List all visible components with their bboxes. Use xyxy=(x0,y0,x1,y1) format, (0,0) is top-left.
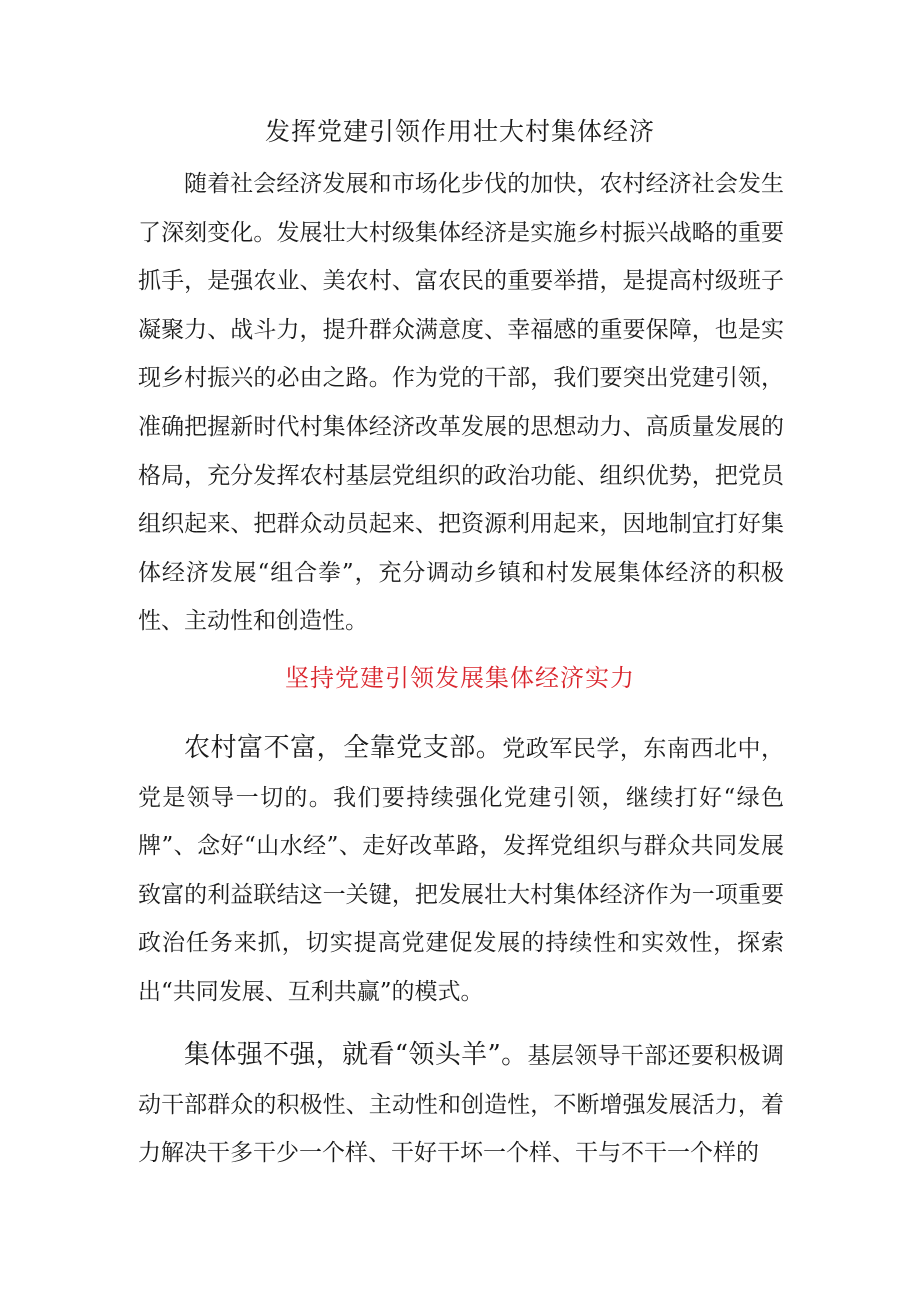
section-heading: 坚持党建引领发展集体经济实力 xyxy=(285,664,635,692)
paragraph-leader xyxy=(138,1031,784,1178)
paragraph-body: 基层领导干部还要积极调动干部群众的积极性、主动性和创造性，不断增强发展活力，着力解决干多干少一个样、干好干坏一个样、干与不干一个样的 xyxy=(138,1043,785,1167)
paragraph-body: 党政军民学，东南西北中，党是领导一切的。我们要持续强化党建引领，继续打好“绿色牌”、念好“山水经”、走好改革路，发挥党组织与群众共同发展致富的利益联结这一关键，把发展壮大村集体经济作为一项重要政治任务来抓，切实提高党建促发展的持续性和实效性，探索出“共同发展、互利共赢”的模式。 xyxy=(138,736,784,1005)
paragraph-party-branch xyxy=(138,724,784,1017)
paragraph-lead: 农村富不富，全靠党支部。 xyxy=(184,733,503,763)
intro-paragraph: 随着社会经济发展和市场化步伐的加快，农村经济社会发生了深刻变化。发展壮大村级集体经济是实施乡村振兴战略的重要抓手，是强农业、美农村、富农民的重要举措，是提高村级班子凝聚力、战斗力，提升群众满意度、幸福感的重要保障，也是实现乡村振兴的必由之路。作为党的干部，我们要突出党建引领，准确把握新时代村集体经济改革发展的思想动力、高质量发展的格局，充分发挥农村基层党组织的政治功能、组织优势，把党员组织起来、把群众动员起来、把资源利用起来，因地制宜打好集体经济发展“组合拳”，充分调动乡镇和村发展集体经济的积极性、主动性和创造性。 xyxy=(138,171,784,635)
document-title: 发挥党建引领作用壮大村集体经济 xyxy=(264,117,655,146)
paragraph-lead: 集体强不强，就看“领头羊”。 xyxy=(184,1040,528,1070)
